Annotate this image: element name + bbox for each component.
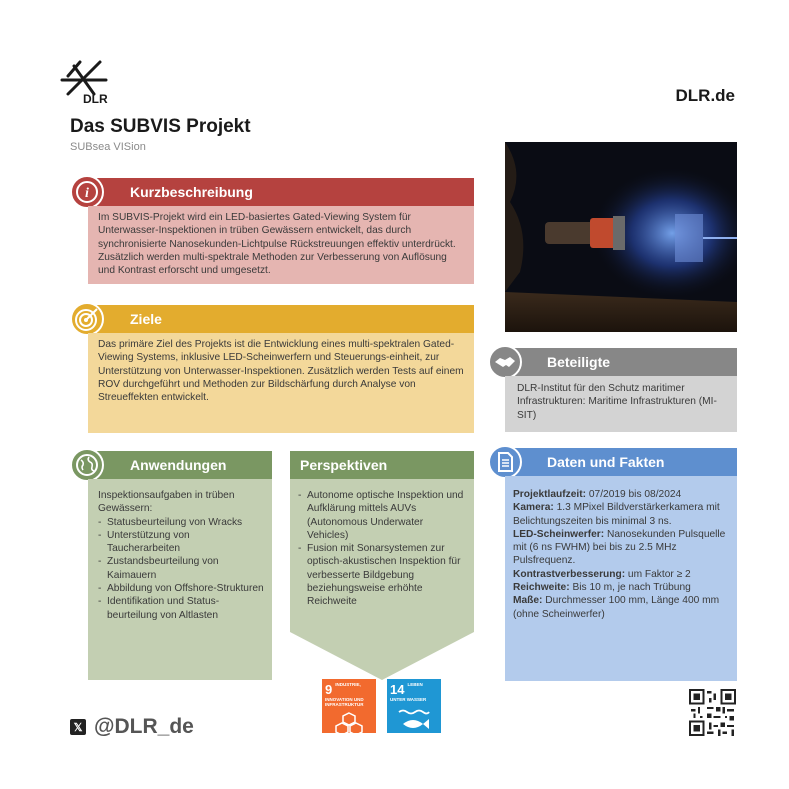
cubes-icon [334,711,364,735]
social-handle[interactable] [70,715,194,739]
list-item: - Abbildung von Offshore-Strukturen [98,582,264,595]
handshake-icon [488,345,522,379]
anwendungen-heading: Anwendungen [130,457,227,473]
list-item: - Autonome optische Inspektion und Aufklärung mittels AUVs (Autonomous Underwater Vehicles) [298,489,466,542]
fact-label: Reichweite: [513,582,570,594]
fact-value: 1.3 MPixel Bildverstärkerkamera mit Belichtungszeiten bis minimal 3 ns. [513,502,720,527]
fact-row [513,528,729,568]
social-handle-text: @DLR_de [94,715,194,738]
info-icon [70,175,104,209]
fact-value: 07/2019 bis 08/2024 [586,489,682,500]
sdg-14-label: LEBEN UNTER WASSER [390,682,427,702]
beteiligte-heading: Beteiligte [547,354,611,370]
sdg-9-number: 9 [325,682,333,697]
fact-value: Durchmesser 100 mm, Länge 400 mm (ohne Scheinwerfer) [513,595,720,620]
kurzbeschreibung-heading: Kurzbeschreibung [130,184,253,200]
ziele-heading: Ziele [130,311,162,327]
daten-body [505,476,737,681]
beteiligte-header [505,348,737,376]
fact-row [513,581,729,594]
x-logo-icon: 𝕏 [70,719,86,735]
sdg-9-label: INDUSTRIE, INNOVATION UND INFRASTRUKTUR [325,682,364,707]
site-link[interactable]: DLR.de [675,86,735,105]
list-item: - Zustandsbeurteilung von Kaimauern [98,555,264,582]
anwendungen-body [88,479,272,680]
perspektiven-list [298,489,466,609]
ziele-text: Das primäre Ziel des Projekts ist die Entwicklung eines multi-spektralen Gated-Viewing Systems, inklusive LED-Scheinwerfern und Steuerungs-einheit, zur Unterstützung von Unterwasser-Inspektionen. Zusätzlich werden Tests auf einem ROV durchgeführt und Methoden zur Bildschärfung durch Analyse von Streueffekten entwickelt. [88,333,474,433]
document-icon [488,445,522,479]
perspektiven-heading: Perspektiven [300,457,388,473]
sdg-9-tile [322,679,376,733]
anwendungen-list [98,516,264,622]
fact-label: Maße: [513,595,543,607]
fact-label: Projektlaufzeit: [513,489,587,500]
sdg-14-number: 14 [390,682,405,697]
svg-text:i: i [85,186,89,201]
list-item: - Statusbeurteilung von Wracks [98,516,264,529]
subvis-device-photo [505,142,737,332]
beteiligte-text: DLR-Institut für den Schutz maritimer Infrastrukturen: Maritime Infrastrukturen (MI-SIT) [505,376,737,432]
fact-value: Nanosekunden Pulsquelle mit (6 ns FWHM) bei bis zu 2.5 MHz Pulsfrequenz. [513,528,726,567]
globe-icon [70,448,104,482]
fact-label: Kontrastverbesserung: [513,568,626,580]
anwendungen-intro: Inspektionsaufgaben in trüben Gewässern: [98,490,235,515]
fact-row [513,488,729,501]
fact-label: Kamera: [513,502,554,514]
fact-value: um Faktor ≥ 2 [625,568,691,580]
fact-row [513,568,729,581]
perspektiven-arrow [290,632,474,680]
perspektiven-header [290,451,474,479]
list-item: - Unterstützung von Taucherarbeiten [98,529,264,556]
perspektiven-body [290,479,474,632]
list-item: - Fusion mit Sonarsystemen zur optisch-akustischen Inspektion für verbesserte Bildgebung beziehungsweise erhöhte Reichweite [298,542,466,608]
fact-label: LED-Scheinwerfer: [513,528,605,540]
fact-value: Bis 10 m, je nach Trübung [569,582,691,594]
fact-row [513,501,729,528]
anwendungen-header [88,451,272,479]
daten-header [505,448,737,476]
page-subtitle: SUBsea VISion [70,141,146,153]
kurzbeschreibung-text: Im SUBVIS-Projekt wird ein LED-basiertes Gated-Viewing System für Unterwasser-Inspektionen in trüben Gewässern entwickelt, das durch synchronisierte Nanosekunden-Lichtpulse Rückstreuungen effektiv unterdrückt. Zusätzlich werden multi-spektrale Methoden zur Verbesserung von Auflösung und Kontrast erforscht und umgesetzt. [88,206,474,284]
list-item: - Identifikation und Status-beurteilung von Altlasten [98,595,264,622]
sdg-14-tile [387,679,441,733]
page-title: Das SUBVIS Projekt [70,116,251,137]
logo-text: DLR [83,92,108,106]
daten-heading: Daten und Fakten [547,454,665,470]
qr-code-icon[interactable] [689,689,736,736]
fact-row [513,594,729,621]
target-icon [70,302,104,336]
kurzbeschreibung-header [88,178,474,206]
fish-icon [397,706,431,732]
ziele-header [88,305,474,333]
